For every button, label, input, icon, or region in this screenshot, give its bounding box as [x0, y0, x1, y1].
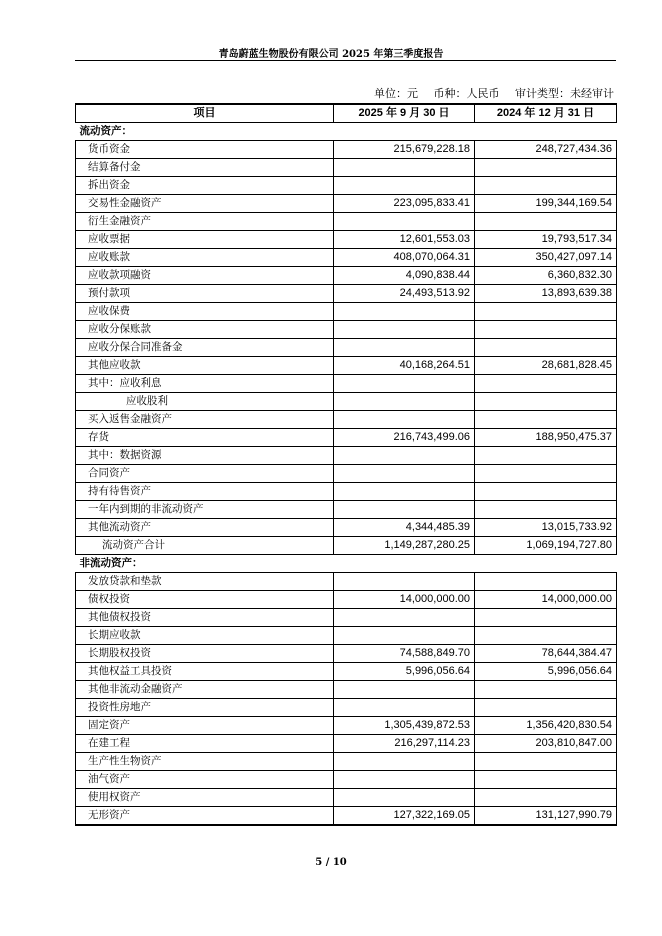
table-row [76, 141, 617, 159]
table-row [76, 285, 617, 303]
table-row [76, 807, 617, 826]
current-period-value [334, 213, 475, 231]
current-period-value [334, 753, 475, 771]
current-period-value [334, 375, 475, 393]
current-period-value: 12,601,553.03 [334, 231, 475, 249]
current-period-value [334, 627, 475, 645]
table-row [76, 789, 617, 807]
previous-period-value [475, 393, 617, 411]
current-period-value [334, 501, 475, 519]
row-label: 其他应收款 [76, 357, 334, 375]
row-label: 结算备付金 [76, 159, 334, 177]
row-label: 油气资产 [76, 771, 334, 789]
table-row [76, 717, 617, 735]
previous-period-value: 5,996,056.64 [475, 663, 617, 681]
row-label: 应收股利 [76, 393, 334, 411]
table-row [76, 213, 617, 231]
row-label: 长期股权投资 [76, 645, 334, 663]
table-row [76, 357, 617, 375]
current-period-value: 127,322,169.05 [334, 807, 475, 826]
row-label: 货币资金 [76, 141, 334, 159]
previous-period-value [475, 627, 617, 645]
current-period-value: 223,095,833.41 [334, 195, 475, 213]
row-label: 固定资产 [76, 717, 334, 735]
previous-period-value [475, 123, 617, 141]
row-label: 其他权益工具投资 [76, 663, 334, 681]
row-label: 应收分保账款 [76, 321, 334, 339]
previous-period-value: 1,356,420,830.54 [475, 717, 617, 735]
table-row [76, 303, 617, 321]
row-label: 持有待售资产 [76, 483, 334, 501]
current-period-value [334, 681, 475, 699]
row-label: 衍生金融资产 [76, 213, 334, 231]
previous-period-value: 13,015,733.92 [475, 519, 617, 537]
row-label: 应收保费 [76, 303, 334, 321]
column-header-previous: 2024 年 12 月 31 日 [475, 104, 617, 123]
table-row [76, 177, 617, 195]
table-row [76, 627, 617, 645]
current-period-value: 1,149,287,280.25 [334, 537, 475, 555]
row-label: 流动资产： [76, 123, 334, 141]
row-label: 其他流动资产 [76, 519, 334, 537]
previous-period-value [475, 555, 617, 573]
previous-period-value [475, 483, 617, 501]
row-label: 非流动资产： [76, 555, 334, 573]
current-period-value: 5,996,056.64 [334, 663, 475, 681]
table-row [76, 609, 617, 627]
row-label: 债权投资 [76, 591, 334, 609]
previous-period-value [475, 465, 617, 483]
column-header-current: 2025 年 9 月 30 日 [334, 104, 475, 123]
current-period-value: 14,000,000.00 [334, 591, 475, 609]
table-row [76, 735, 617, 753]
previous-period-value [475, 501, 617, 519]
current-period-value: 74,588,849.70 [334, 645, 475, 663]
current-period-value [334, 159, 475, 177]
previous-period-value [475, 321, 617, 339]
row-label: 存货 [76, 429, 334, 447]
table-row [76, 159, 617, 177]
previous-period-value [475, 303, 617, 321]
table-row [76, 681, 617, 699]
table-row [76, 195, 617, 213]
current-period-value [334, 699, 475, 717]
report-header-title: 青岛蔚蓝生物股份有限公司 2025 年第三季度报告 [218, 49, 444, 60]
previous-period-value [475, 573, 617, 591]
current-period-value: 24,493,513.92 [334, 285, 475, 303]
previous-period-value: 1,069,194,727.80 [475, 537, 617, 555]
current-period-value [334, 483, 475, 501]
table-row [76, 771, 617, 789]
table-row [76, 375, 617, 393]
table-row [76, 393, 617, 411]
table-row [76, 501, 617, 519]
row-label: 其他非流动金融资产 [76, 681, 334, 699]
row-label: 一年内到期的非流动资产 [76, 501, 334, 519]
table-row [76, 591, 617, 609]
row-label: 无形资产 [76, 807, 334, 826]
current-period-value: 216,297,114.23 [334, 735, 475, 753]
table-row [76, 321, 617, 339]
previous-period-value: 6,360,832.30 [475, 267, 617, 285]
previous-period-value: 13,893,639.38 [475, 285, 617, 303]
table-section-row [76, 555, 617, 573]
row-label: 长期应收款 [76, 627, 334, 645]
table-section-row [76, 123, 617, 141]
row-label: 流动资产合计 [76, 537, 334, 555]
previous-period-value: 188,950,475.37 [475, 429, 617, 447]
previous-period-value [475, 771, 617, 789]
table-row [76, 573, 617, 591]
row-label: 应收款项融资 [76, 267, 334, 285]
row-label: 应收分保合同准备金 [76, 339, 334, 357]
table-row [76, 411, 617, 429]
current-period-value: 4,090,838.44 [334, 267, 475, 285]
table-header-row [76, 104, 617, 123]
table-row [76, 249, 617, 267]
table-row [76, 753, 617, 771]
table-row [76, 339, 617, 357]
row-label: 应收票据 [76, 231, 334, 249]
table-row [76, 231, 617, 249]
previous-period-value [475, 447, 617, 465]
current-period-value [334, 321, 475, 339]
row-label: 买入返售金融资产 [76, 411, 334, 429]
previous-period-value: 350,427,097.14 [475, 249, 617, 267]
table-row [76, 429, 617, 447]
current-period-value [334, 339, 475, 357]
row-label: 发放贷款和垫款 [76, 573, 334, 591]
table-row [76, 267, 617, 285]
audit-type-label: 审计类型：未经审计 [515, 87, 614, 100]
current-period-value [334, 447, 475, 465]
current-period-value [334, 555, 475, 573]
previous-period-value [475, 789, 617, 807]
row-label: 生产性生物资产 [76, 753, 334, 771]
current-period-value [334, 303, 475, 321]
table-row [76, 465, 617, 483]
balance-sheet-table [75, 103, 617, 826]
current-period-value: 216,743,499.06 [334, 429, 475, 447]
previous-period-value: 199,344,169.54 [475, 195, 617, 213]
current-period-value [334, 393, 475, 411]
previous-period-value: 78,644,384.47 [475, 645, 617, 663]
current-period-value [334, 609, 475, 627]
row-label: 交易性金融资产 [76, 195, 334, 213]
current-period-value: 40,168,264.51 [334, 357, 475, 375]
table-row [76, 699, 617, 717]
row-label: 投资性房地产 [76, 699, 334, 717]
table-row [76, 519, 617, 537]
row-label: 应收账款 [76, 249, 334, 267]
table-row [76, 645, 617, 663]
previous-period-value: 28,681,828.45 [475, 357, 617, 375]
current-period-value [334, 411, 475, 429]
currency-label: 币种：人民币 [433, 87, 500, 100]
previous-period-value: 203,810,847.00 [475, 735, 617, 753]
current-period-value [334, 573, 475, 591]
table-body [76, 123, 617, 826]
row-label: 在建工程 [76, 735, 334, 753]
row-label: 合同资产 [76, 465, 334, 483]
current-period-value: 4,344,485.39 [334, 519, 475, 537]
unit-label: 单位：元 [374, 87, 418, 100]
previous-period-value [475, 411, 617, 429]
previous-period-value [475, 609, 617, 627]
current-period-value: 215,679,228.18 [334, 141, 475, 159]
page-number: 5 / 10 [315, 857, 347, 868]
header-divider [75, 60, 616, 61]
previous-period-value: 19,793,517.34 [475, 231, 617, 249]
previous-period-value [475, 753, 617, 771]
row-label: 其他债权投资 [76, 609, 334, 627]
previous-period-value [475, 159, 617, 177]
current-period-value [334, 771, 475, 789]
row-label: 使用权资产 [76, 789, 334, 807]
current-period-value: 1,305,439,872.53 [334, 717, 475, 735]
previous-period-value: 14,000,000.00 [475, 591, 617, 609]
row-label: 其中：数据资源 [76, 447, 334, 465]
previous-period-value: 131,127,990.79 [475, 807, 617, 826]
row-label: 其中：应收利息 [76, 375, 334, 393]
row-label: 拆出资金 [76, 177, 334, 195]
current-period-value [334, 465, 475, 483]
table-row [76, 663, 617, 681]
previous-period-value [475, 213, 617, 231]
previous-period-value [475, 681, 617, 699]
previous-period-value: 248,727,434.36 [475, 141, 617, 159]
current-period-value [334, 123, 475, 141]
previous-period-value [475, 177, 617, 195]
current-period-value [334, 789, 475, 807]
current-period-value [334, 177, 475, 195]
previous-period-value [475, 339, 617, 357]
row-label: 预付款项 [76, 285, 334, 303]
current-period-value: 408,070,064.31 [334, 249, 475, 267]
column-header-item: 项目 [76, 104, 334, 123]
previous-period-value [475, 699, 617, 717]
unit-info-line [362, 85, 614, 101]
table-row [76, 483, 617, 501]
previous-period-value [475, 375, 617, 393]
table-row [76, 447, 617, 465]
table-row [76, 537, 617, 555]
